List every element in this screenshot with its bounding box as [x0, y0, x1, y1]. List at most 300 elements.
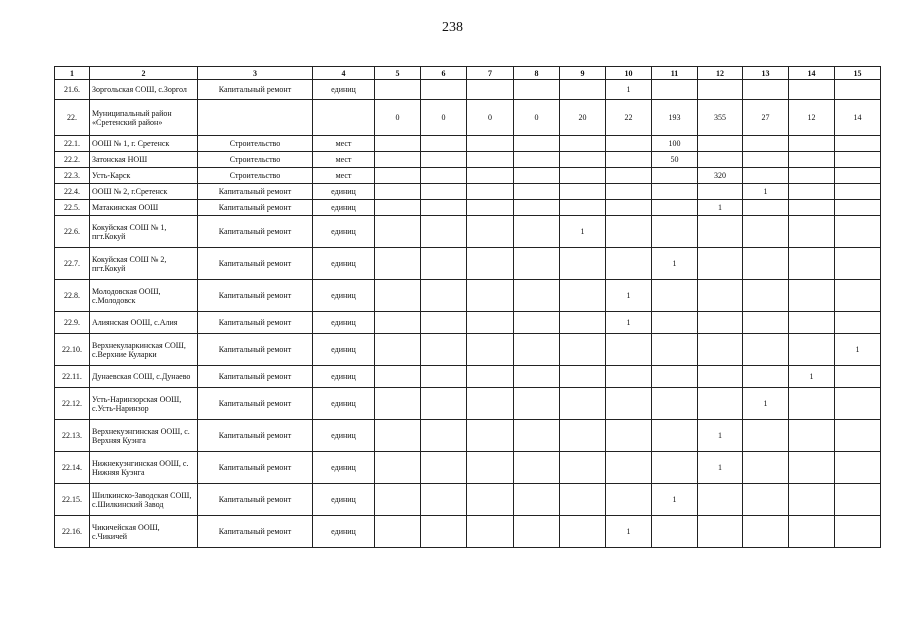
- value-cell: [467, 200, 514, 216]
- value-cell: 1: [743, 388, 789, 420]
- work-type: Капитальный ремонт: [198, 80, 313, 100]
- row-number: 22.13.: [55, 420, 90, 452]
- value-cell: [743, 152, 789, 168]
- row-number: 22.10.: [55, 334, 90, 366]
- value-cell: [467, 136, 514, 152]
- value-cell: [467, 280, 514, 312]
- table-row: [55, 312, 881, 334]
- row-number: 21.6.: [55, 80, 90, 100]
- value-cell: 0: [375, 100, 421, 136]
- value-cell: 100: [652, 136, 698, 152]
- value-cell: [421, 484, 467, 516]
- value-cell: [652, 388, 698, 420]
- value-cell: [652, 516, 698, 548]
- institution-name: ООШ № 1, г. Сретенск: [90, 136, 198, 152]
- row-number: 22.15.: [55, 484, 90, 516]
- unit: единиц: [313, 516, 375, 548]
- value-cell: [698, 248, 743, 280]
- column-header: 2: [90, 67, 198, 80]
- value-cell: 1: [652, 248, 698, 280]
- institution-name: Чикичейская ООШ, с.Чикичей: [90, 516, 198, 548]
- value-cell: [560, 388, 606, 420]
- row-number: 22.7.: [55, 248, 90, 280]
- column-header: 14: [789, 67, 835, 80]
- value-cell: [743, 248, 789, 280]
- unit: единиц: [313, 80, 375, 100]
- row-number: 22.8.: [55, 280, 90, 312]
- table-row: [55, 136, 881, 152]
- value-cell: [375, 334, 421, 366]
- table-row: [55, 452, 881, 484]
- unit: единиц: [313, 184, 375, 200]
- value-cell: [375, 484, 421, 516]
- value-cell: [514, 280, 560, 312]
- value-cell: [698, 280, 743, 312]
- value-cell: [375, 184, 421, 200]
- value-cell: [606, 168, 652, 184]
- column-header: 6: [421, 67, 467, 80]
- value-cell: [375, 80, 421, 100]
- institution-name: Алиянская ООШ, с.Алия: [90, 312, 198, 334]
- value-cell: [835, 136, 881, 152]
- value-cell: [698, 152, 743, 168]
- institution-name: Кокуйская СОШ № 1, пгт.Кокуй: [90, 216, 198, 248]
- value-cell: [789, 136, 835, 152]
- value-cell: [743, 136, 789, 152]
- header-row: [55, 67, 881, 80]
- row-number: 22.14.: [55, 452, 90, 484]
- value-cell: [467, 312, 514, 334]
- value-cell: [835, 366, 881, 388]
- work-type: [198, 100, 313, 136]
- value-cell: [698, 312, 743, 334]
- value-cell: [467, 168, 514, 184]
- value-cell: [835, 388, 881, 420]
- institution-name: Усть-Наринзорская ООШ, с.Усть-Наринзор: [90, 388, 198, 420]
- column-header: 1: [55, 67, 90, 80]
- value-cell: [789, 200, 835, 216]
- value-cell: [560, 452, 606, 484]
- value-cell: [421, 200, 467, 216]
- value-cell: [560, 152, 606, 168]
- value-cell: [375, 200, 421, 216]
- value-cell: 355: [698, 100, 743, 136]
- value-cell: [698, 516, 743, 548]
- value-cell: [421, 80, 467, 100]
- value-cell: [743, 452, 789, 484]
- row-number: 22.1.: [55, 136, 90, 152]
- value-cell: [743, 200, 789, 216]
- column-header: 13: [743, 67, 789, 80]
- unit: единиц: [313, 484, 375, 516]
- value-cell: [421, 516, 467, 548]
- row-number: 22.6.: [55, 216, 90, 248]
- value-cell: [835, 516, 881, 548]
- value-cell: [698, 334, 743, 366]
- value-cell: [789, 452, 835, 484]
- value-cell: 1: [606, 312, 652, 334]
- value-cell: [467, 334, 514, 366]
- column-header: 12: [698, 67, 743, 80]
- value-cell: [421, 366, 467, 388]
- value-cell: [514, 388, 560, 420]
- value-cell: 27: [743, 100, 789, 136]
- value-cell: [606, 420, 652, 452]
- value-cell: [375, 248, 421, 280]
- value-cell: [835, 312, 881, 334]
- data-table: [54, 66, 881, 548]
- value-cell: [606, 388, 652, 420]
- value-cell: [560, 184, 606, 200]
- institution-name: Нижнекуэнгинская ООШ, с. Нижняя Куэнга: [90, 452, 198, 484]
- institution-name: Дунаевская СОШ, с.Дунаево: [90, 366, 198, 388]
- value-cell: [606, 248, 652, 280]
- value-cell: [835, 216, 881, 248]
- value-cell: [375, 388, 421, 420]
- value-cell: [698, 80, 743, 100]
- value-cell: [835, 200, 881, 216]
- work-type: Капитальный ремонт: [198, 452, 313, 484]
- value-cell: 1: [606, 516, 652, 548]
- value-cell: [698, 388, 743, 420]
- table-row: [55, 484, 881, 516]
- value-cell: [467, 184, 514, 200]
- value-cell: [421, 168, 467, 184]
- value-cell: [698, 184, 743, 200]
- work-type: Капитальный ремонт: [198, 216, 313, 248]
- work-type: Капитальный ремонт: [198, 516, 313, 548]
- value-cell: 0: [514, 100, 560, 136]
- value-cell: [467, 80, 514, 100]
- row-number: 22.: [55, 100, 90, 136]
- value-cell: [421, 312, 467, 334]
- institution-name: Матакинская ООШ: [90, 200, 198, 216]
- work-type: Капитальный ремонт: [198, 484, 313, 516]
- value-cell: [606, 184, 652, 200]
- value-cell: [560, 516, 606, 548]
- value-cell: [421, 452, 467, 484]
- value-cell: [560, 420, 606, 452]
- value-cell: [743, 366, 789, 388]
- value-cell: [375, 136, 421, 152]
- value-cell: [375, 366, 421, 388]
- value-cell: [652, 366, 698, 388]
- value-cell: [789, 516, 835, 548]
- value-cell: [789, 184, 835, 200]
- value-cell: [375, 420, 421, 452]
- value-cell: [560, 80, 606, 100]
- value-cell: [835, 168, 881, 184]
- institution-name: Затонская НОШ: [90, 152, 198, 168]
- value-cell: [467, 484, 514, 516]
- value-cell: [560, 248, 606, 280]
- value-cell: [560, 334, 606, 366]
- row-number: 22.4.: [55, 184, 90, 200]
- value-cell: [606, 152, 652, 168]
- value-cell: [743, 484, 789, 516]
- unit: мест: [313, 152, 375, 168]
- value-cell: 1: [606, 280, 652, 312]
- value-cell: [560, 136, 606, 152]
- page-number: 238: [442, 20, 463, 35]
- value-cell: [789, 80, 835, 100]
- column-header: 3: [198, 67, 313, 80]
- value-cell: [835, 80, 881, 100]
- value-cell: [421, 152, 467, 168]
- value-cell: [789, 420, 835, 452]
- value-cell: [514, 516, 560, 548]
- unit: [313, 100, 375, 136]
- value-cell: 1: [743, 184, 789, 200]
- value-cell: [652, 280, 698, 312]
- row-number: 22.9.: [55, 312, 90, 334]
- value-cell: [652, 216, 698, 248]
- value-cell: [652, 80, 698, 100]
- table-row: [55, 388, 881, 420]
- value-cell: [789, 388, 835, 420]
- value-cell: [652, 312, 698, 334]
- table-row: [55, 168, 881, 184]
- value-cell: [375, 216, 421, 248]
- value-cell: [835, 420, 881, 452]
- unit: единиц: [313, 452, 375, 484]
- value-cell: [467, 420, 514, 452]
- value-cell: [421, 216, 467, 248]
- value-cell: [514, 200, 560, 216]
- value-cell: [375, 516, 421, 548]
- work-type: Строительство: [198, 136, 313, 152]
- value-cell: [467, 216, 514, 248]
- value-cell: 12: [789, 100, 835, 136]
- value-cell: [652, 200, 698, 216]
- value-cell: [606, 366, 652, 388]
- institution-name: Верхнекуларкинская СОШ, с.Верхние Куларки: [90, 334, 198, 366]
- value-cell: [421, 420, 467, 452]
- value-cell: 22: [606, 100, 652, 136]
- value-cell: [514, 136, 560, 152]
- column-header: 15: [835, 67, 881, 80]
- work-type: Капитальный ремонт: [198, 334, 313, 366]
- value-cell: [375, 312, 421, 334]
- table-row: [55, 248, 881, 280]
- value-cell: [789, 484, 835, 516]
- row-number: 22.5.: [55, 200, 90, 216]
- institution-name: Верхнекуэнгинская ООШ, с. Верхняя Куэнга: [90, 420, 198, 452]
- column-header: 4: [313, 67, 375, 80]
- value-cell: [514, 366, 560, 388]
- value-cell: [514, 80, 560, 100]
- value-cell: 1: [835, 334, 881, 366]
- value-cell: [606, 216, 652, 248]
- value-cell: [835, 280, 881, 312]
- value-cell: [467, 388, 514, 420]
- value-cell: [606, 452, 652, 484]
- column-header: 11: [652, 67, 698, 80]
- work-type: Капитальный ремонт: [198, 420, 313, 452]
- value-cell: [698, 484, 743, 516]
- value-cell: 50: [652, 152, 698, 168]
- value-cell: 20: [560, 100, 606, 136]
- value-cell: [606, 136, 652, 152]
- value-cell: [606, 334, 652, 366]
- value-cell: [743, 168, 789, 184]
- work-type: Капитальный ремонт: [198, 248, 313, 280]
- value-cell: [467, 152, 514, 168]
- value-cell: [698, 136, 743, 152]
- value-cell: [743, 420, 789, 452]
- value-cell: 0: [467, 100, 514, 136]
- work-type: Капитальный ремонт: [198, 366, 313, 388]
- value-cell: [560, 366, 606, 388]
- value-cell: [789, 168, 835, 184]
- work-type: Капитальный ремонт: [198, 184, 313, 200]
- value-cell: [789, 216, 835, 248]
- value-cell: [606, 200, 652, 216]
- value-cell: 1: [652, 484, 698, 516]
- institution-name: ООШ № 2, г.Сретенск: [90, 184, 198, 200]
- value-cell: [514, 152, 560, 168]
- value-cell: [514, 484, 560, 516]
- value-cell: 0: [421, 100, 467, 136]
- column-header: 7: [467, 67, 514, 80]
- work-type: Капитальный ремонт: [198, 200, 313, 216]
- value-cell: [560, 168, 606, 184]
- value-cell: [560, 484, 606, 516]
- unit: единиц: [313, 200, 375, 216]
- value-cell: [514, 312, 560, 334]
- institution-name: Шилкинско-Заводская СОШ, с.Шилкинский Завод: [90, 484, 198, 516]
- value-cell: [606, 484, 652, 516]
- institution-name: Муниципальный район «Сретенский район»: [90, 100, 198, 136]
- table-row: [55, 516, 881, 548]
- value-cell: [789, 280, 835, 312]
- value-cell: [421, 136, 467, 152]
- value-cell: 1: [698, 420, 743, 452]
- value-cell: [421, 388, 467, 420]
- unit: единиц: [313, 312, 375, 334]
- institution-name: Зоргольская СОШ, с.Зоргол: [90, 80, 198, 100]
- value-cell: [514, 168, 560, 184]
- value-cell: [467, 452, 514, 484]
- value-cell: [421, 248, 467, 280]
- table-row: [55, 80, 881, 100]
- unit: единиц: [313, 334, 375, 366]
- value-cell: [467, 516, 514, 548]
- value-cell: 1: [698, 200, 743, 216]
- value-cell: [789, 152, 835, 168]
- table-row: [55, 420, 881, 452]
- value-cell: [421, 334, 467, 366]
- column-header: 5: [375, 67, 421, 80]
- institution-name: Молодовская ООШ, с.Молодовск: [90, 280, 198, 312]
- value-cell: [514, 452, 560, 484]
- value-cell: [467, 366, 514, 388]
- column-header: 8: [514, 67, 560, 80]
- table-row: [55, 100, 881, 136]
- value-cell: 320: [698, 168, 743, 184]
- table-row: [55, 200, 881, 216]
- row-number: 22.12.: [55, 388, 90, 420]
- row-number: 22.3.: [55, 168, 90, 184]
- value-cell: 193: [652, 100, 698, 136]
- column-header: 9: [560, 67, 606, 80]
- institution-name: Усть-Карск: [90, 168, 198, 184]
- value-cell: [560, 312, 606, 334]
- value-cell: [835, 184, 881, 200]
- value-cell: [375, 168, 421, 184]
- work-type: Строительство: [198, 168, 313, 184]
- unit: единиц: [313, 388, 375, 420]
- value-cell: [514, 184, 560, 200]
- value-cell: [789, 334, 835, 366]
- unit: мест: [313, 168, 375, 184]
- value-cell: [652, 334, 698, 366]
- value-cell: [560, 280, 606, 312]
- table-row: [55, 216, 881, 248]
- unit: единиц: [313, 280, 375, 312]
- row-number: 22.2.: [55, 152, 90, 168]
- value-cell: [835, 452, 881, 484]
- value-cell: [652, 168, 698, 184]
- table-row: [55, 366, 881, 388]
- value-cell: [743, 516, 789, 548]
- value-cell: [514, 216, 560, 248]
- value-cell: [835, 248, 881, 280]
- value-cell: [467, 248, 514, 280]
- table-row: [55, 152, 881, 168]
- value-cell: 1: [560, 216, 606, 248]
- value-cell: [375, 152, 421, 168]
- work-type: Капитальный ремонт: [198, 312, 313, 334]
- value-cell: [743, 80, 789, 100]
- value-cell: [743, 312, 789, 334]
- value-cell: [421, 184, 467, 200]
- value-cell: 14: [835, 100, 881, 136]
- value-cell: [652, 452, 698, 484]
- value-cell: 1: [789, 366, 835, 388]
- value-cell: [743, 334, 789, 366]
- value-cell: [698, 366, 743, 388]
- value-cell: [421, 280, 467, 312]
- value-cell: [835, 484, 881, 516]
- work-type: Капитальный ремонт: [198, 280, 313, 312]
- column-header: 10: [606, 67, 652, 80]
- value-cell: [514, 334, 560, 366]
- value-cell: [375, 280, 421, 312]
- value-cell: [789, 248, 835, 280]
- table-row: [55, 184, 881, 200]
- value-cell: [514, 248, 560, 280]
- institution-name: Кокуйская СОШ № 2, пгт.Кокуй: [90, 248, 198, 280]
- value-cell: [743, 280, 789, 312]
- value-cell: [789, 312, 835, 334]
- value-cell: [698, 216, 743, 248]
- unit: единиц: [313, 366, 375, 388]
- unit: единиц: [313, 420, 375, 452]
- unit: единиц: [313, 216, 375, 248]
- value-cell: [743, 216, 789, 248]
- value-cell: [835, 152, 881, 168]
- unit: единиц: [313, 248, 375, 280]
- table-row: [55, 334, 881, 366]
- value-cell: 1: [698, 452, 743, 484]
- value-cell: [652, 184, 698, 200]
- table-row: [55, 280, 881, 312]
- work-type: Капитальный ремонт: [198, 388, 313, 420]
- unit: мест: [313, 136, 375, 152]
- value-cell: 1: [606, 80, 652, 100]
- value-cell: [375, 452, 421, 484]
